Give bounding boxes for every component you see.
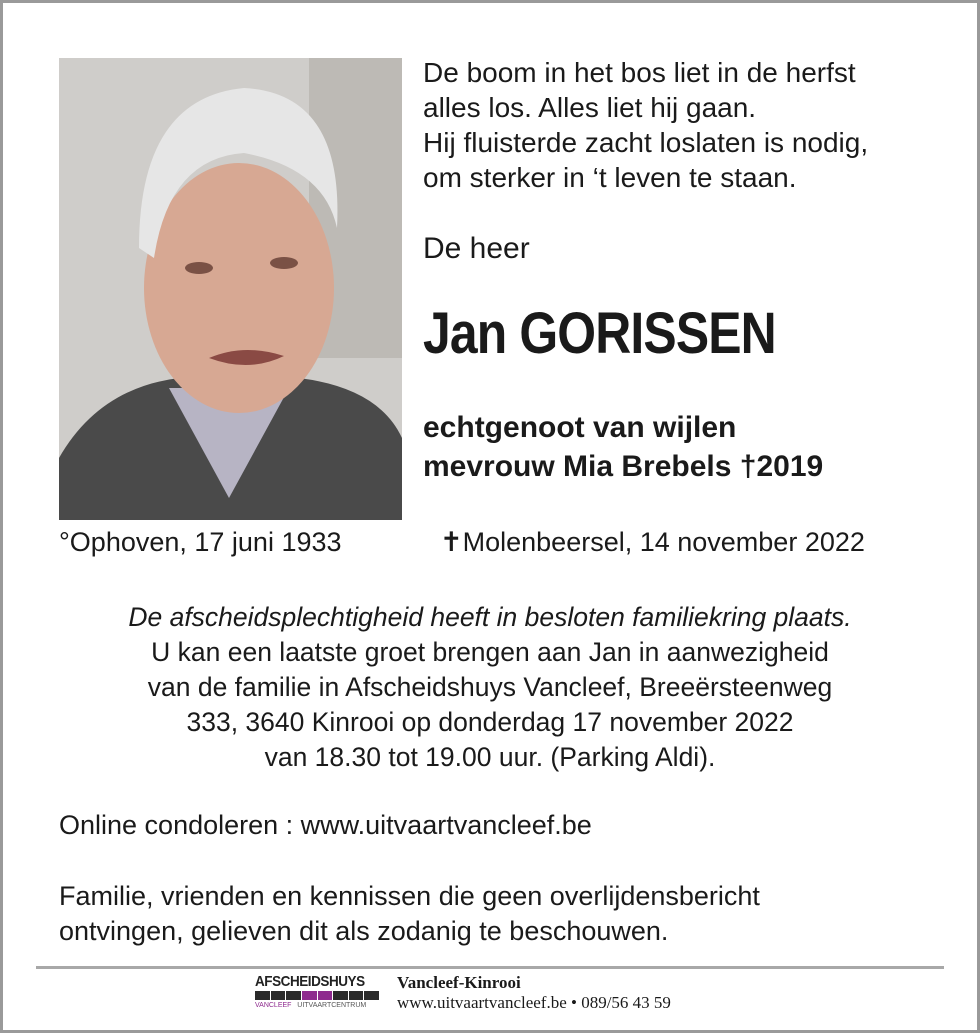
- poem-line: De boom in het bos liet in de herfst: [423, 57, 856, 88]
- footer-contact: [397, 973, 671, 1013]
- family-note: [59, 879, 760, 949]
- death-info: ✝Molenbeersel, 14 november 2022: [440, 527, 865, 557]
- logo-title: AFSCHEIDSHUYS: [255, 973, 365, 990]
- poem-line: Hij fluisterde zacht loslaten is nodig,: [423, 127, 869, 158]
- ceremony-info: [0, 600, 980, 775]
- ceremony-line: van de familie in Afscheidshuys Vancleef, Breeërsteenweg: [147, 672, 833, 702]
- logo-subtitle: [255, 1002, 379, 1009]
- poem-line: om sterker in ‘t leven te staan.: [423, 162, 797, 193]
- ceremony-line: U kan een laatste groet brengen aan Jan in aanwezigheid: [151, 637, 829, 667]
- logo-sub-vancleef: VANCLEEF: [255, 1002, 292, 1009]
- ceremony-line: 333, 3640 Kinrooi op donderdag 17 november 2022: [186, 707, 794, 737]
- portrait-photo: [59, 58, 402, 520]
- online-condolences: Online condoleren : www.uitvaartvancleef.be: [59, 810, 592, 840]
- contact-details: www.uitvaartvancleef.be • 089/56 43 59: [397, 993, 671, 1012]
- company-name: Vancleef-Kinrooi: [397, 973, 521, 992]
- ceremony-note: De afscheidsplechtigheid heeft in besloten familiekring plaats.: [128, 602, 852, 632]
- family-note-line: ontvingen, gelieven dit als zodanig te beschouwen.: [59, 916, 669, 946]
- logo-bars: [255, 991, 379, 1000]
- ceremony-line: van 18.30 tot 19.00 uur. (Parking Aldi).: [264, 742, 716, 772]
- deceased-name: Jan GORISSEN: [423, 301, 776, 366]
- footer-divider: [36, 966, 944, 969]
- logo-sub-centrum: UITVAARTCENTRUM: [297, 1002, 367, 1009]
- funeral-home-logo: [255, 973, 379, 1009]
- family-note-line: Familie, vrienden en kennissen die geen overlijdensbericht: [59, 881, 760, 911]
- salutation: De heer: [423, 232, 530, 265]
- spouse-info: [423, 408, 823, 486]
- poem-line: alles los. Alles liet hij gaan.: [423, 92, 757, 123]
- poem: [423, 55, 868, 195]
- birth-info: °Ophoven, 17 juni 1933: [59, 527, 342, 557]
- spouse-line: mevrouw Mia Brebels †2019: [423, 450, 824, 483]
- spouse-line: echtgenoot van wijlen: [423, 411, 737, 444]
